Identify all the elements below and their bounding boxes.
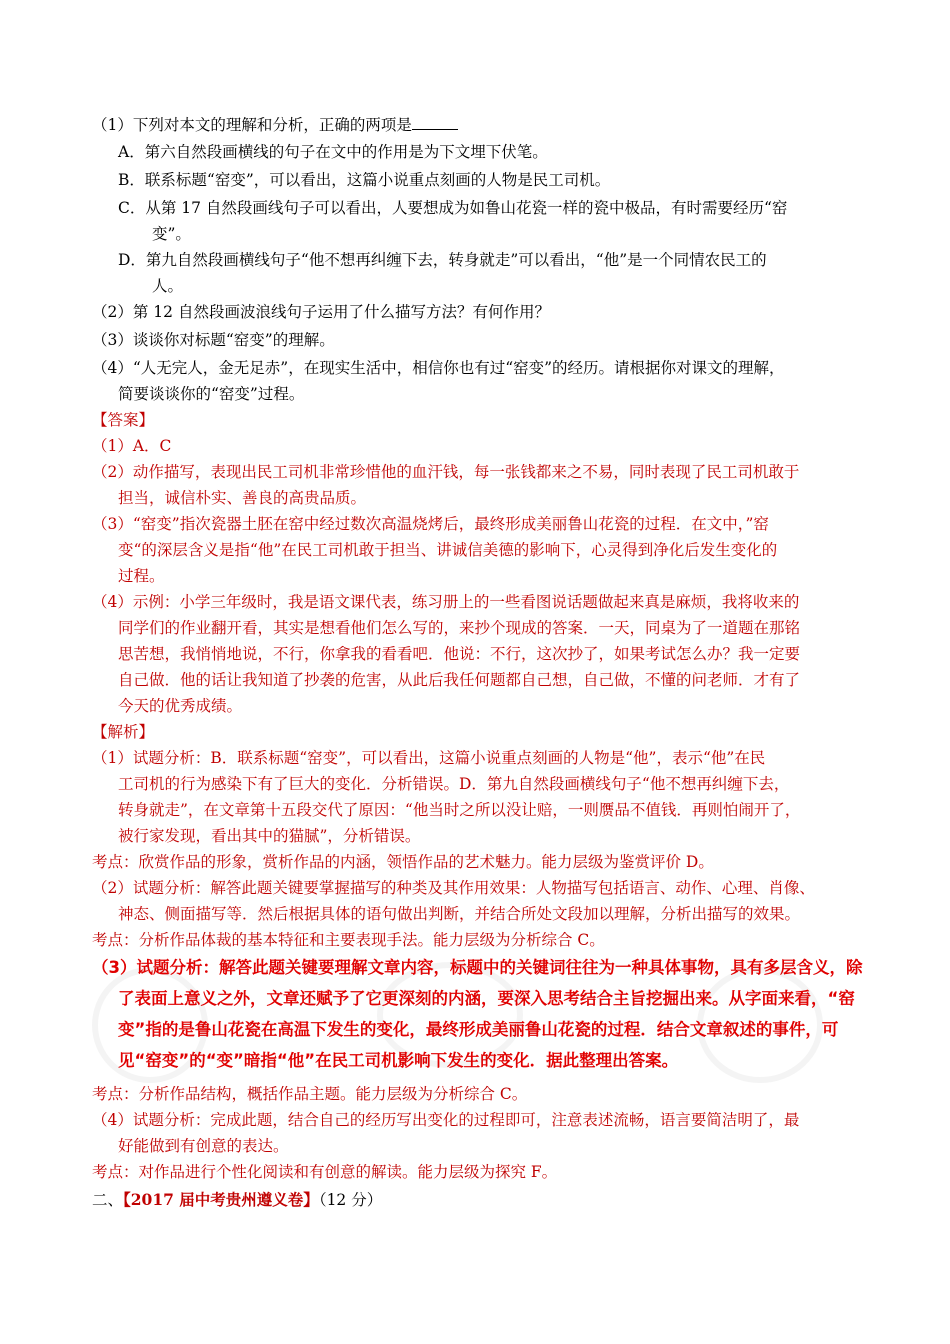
question-1-option-d: D．第九自然段画横线句子“他不想再纠缠下去，转身就走”可以看出，“他”是一个同情农民工的 xyxy=(118,251,767,269)
question-1-option-c-cont: 变”。 xyxy=(152,225,191,243)
question-3: （3）谈谈你对标题“窑变”的理解。 xyxy=(92,331,335,349)
answer-4-cont-1: 同学们的作业翻开看，其实是想看他们怎么写的，来抄个现成的答案．一天，同桌为了一道题在那铭 xyxy=(118,619,801,637)
question-4-cont: 简要谈谈你的“窑变”过程。 xyxy=(118,385,305,403)
answer-1: （1）A．C xyxy=(92,437,172,455)
analysis-3-cont-2: 变”指的是鲁山花瓷在高温下发生的变化，最终形成美丽鲁山花瓷的过程．结合文章叙述的事件，可 xyxy=(118,1020,839,1039)
analysis-3-cont-1: 了表面上意义之外，文章还赋予了它更深刻的内涵，要深入思考结合主旨挖掘出来。从字面来看，“窑 xyxy=(118,989,855,1008)
analysis-3: （3）试题分析：解答此题关键要理解文章内容，标题中的关键词往往为一种具体事物，具有多层含义，除 xyxy=(92,958,863,977)
question-2: （2）第 12 自然段画波浪线句子运用了什么描写方法？有何作用？ xyxy=(92,303,550,321)
key-point-1: 考点：欣赏作品的形象，赏析作品的内涵，领悟作品的艺术魅力。能力层级为鉴赏评价 D。 xyxy=(92,853,714,871)
answer-2-cont: 担当，诚信朴实、善良的高贵品质。 xyxy=(118,489,367,507)
question-4: （4）“人无完人，金无足赤”，在现实生活中，相信你也有过“窑变”的经历。请根据你对课文的理解， xyxy=(92,359,785,377)
key-point-3: 考点：分析作品结构，概括作品主题。能力层级为分析综合 C。 xyxy=(92,1085,528,1103)
answer-4-cont-2: 思苦想，我悄悄地说，不行，你拿我的看看吧．他说：不行，这次抄了，如果考试怎么办？我一定要 xyxy=(118,645,801,663)
answer-4-cont-4: 今天的优秀成绩。 xyxy=(118,697,243,715)
analysis-1-cont-2: 转身就走”，在文章第十五段交代了原因：“他当时之所以没让赔，一则赝品不值钱．再则怕闹开了， xyxy=(118,801,801,819)
answer-3-cont-1: 变“的深层含义是指“他”在民工司机敢于担当、讲诚信美德的影响下，心灵得到净化后发生变化的 xyxy=(118,541,778,559)
question-1-option-d-cont: 人。 xyxy=(152,277,184,295)
answer-4: （4）示例：小学三年级时，我是语文课代表，练习册上的一些看图说话题做起来真是麻烦，我将收来的 xyxy=(92,593,800,611)
answer-blank xyxy=(412,114,458,130)
section-prefix: 二、 xyxy=(92,1191,124,1209)
answer-2: （2）动作描写，表现出民工司机非常珍惜他的血汗钱，每一张钱都来之不易，同时表现了民工司机敢于 xyxy=(92,463,800,481)
analysis-3-cont-3: 见“窑变”的“变”暗指“他”在民工司机影响下发生的变化．据此整理出答案。 xyxy=(118,1051,679,1070)
analysis-heading: 【解析】 xyxy=(92,723,155,741)
analysis-2-cont: 神态、侧面描写等．然后根据具体的语句做出判断，并结合所处文段加以理解，分析出描写的效果。 xyxy=(118,905,801,923)
analysis-4-cont: 好能做到有创意的表达。 xyxy=(118,1137,289,1155)
question-1-option-b: B．联系标题“窑变”，可以看出，这篇小说重点刻画的人物是民工司机。 xyxy=(118,171,611,189)
answer-heading: 【答案】 xyxy=(92,411,155,429)
question-1-stem: （1）下列对本文的理解和分析，正确的两项是 xyxy=(92,114,458,135)
question-1-option-a: A．第六自然段画横线的句子在文中的作用是为下文埋下伏笔。 xyxy=(118,143,548,161)
analysis-4: （4）试题分析：完成此题，结合自己的经历写出变化的过程即可，注意表述流畅，语言要简洁明了，最 xyxy=(92,1111,800,1129)
answer-4-cont-3: 自己做．他的话让我知道了抄袭的危害，从此后我任何题都自己想，自己做，不懂的问老师．才有了 xyxy=(118,671,801,689)
question-1-option-c: C．从第 17 自然段画线句子可以看出，人要想成为如鲁山花瓷一样的瓷中极品，有时需要经历“窑 xyxy=(118,199,788,217)
analysis-1: （1）试题分析：B．联系标题“窑变”，可以看出，这篇小说重点刻画的人物是“他”，表示“他”在民 xyxy=(92,749,766,767)
analysis-1-cont-1: 工司机的行为感染下有了巨大的变化．分析错误。D．第九自然段画横线句子“他不想再纠缠下去， xyxy=(118,775,790,793)
key-point-4: 考点：对作品进行个性化阅读和有创意的解读。能力层级为探究 F。 xyxy=(92,1163,558,1181)
key-point-2: 考点：分析作品体裁的基本特征和主要表现手法。能力层级为分析综合 C。 xyxy=(92,931,605,949)
section-score: （12 分） xyxy=(318,1191,383,1209)
answer-3-cont-2: 过程。 xyxy=(118,567,165,585)
section-title: 【2017 届中考贵州遵义卷】 xyxy=(123,1190,319,1209)
next-section-heading xyxy=(92,1190,382,1210)
analysis-2: （2）试题分析：解答此题关键要掌握描写的种类及其作用效果：人物描写包括语言、动作、心理、肖像、 xyxy=(92,879,815,897)
analysis-1-cont-3: 被行家发现，看出其中的猫腻”，分析错误。 xyxy=(118,827,421,845)
answer-3: （3）“窑变”指次瓷器土胚在窑中经过数次高温烧烤后，最终形成美丽鲁山花瓷的过程．在文中，”窑 xyxy=(92,515,769,533)
